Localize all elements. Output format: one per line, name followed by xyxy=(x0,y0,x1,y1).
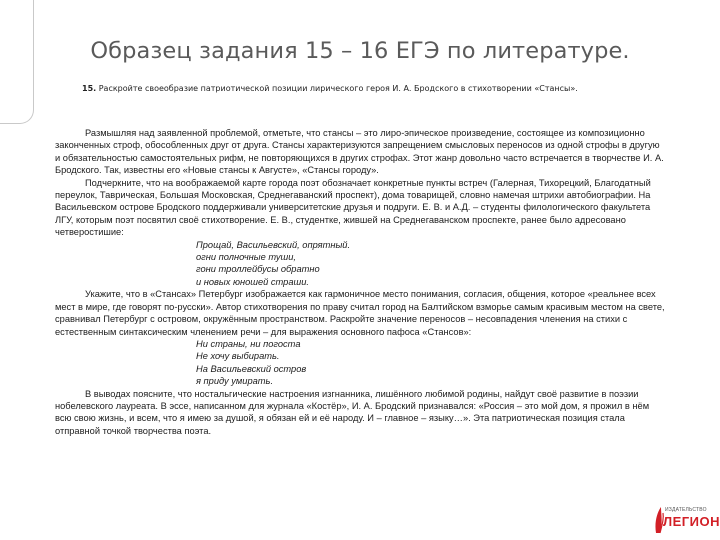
poem-line: Прощай, Васильевский, опрятный. xyxy=(196,239,351,250)
task-number: 15. xyxy=(82,84,97,93)
paragraph-4: В выводах поясните, что ностальгические настроения изгнанника, лишённого любимой родины, найдут своё развитие в поэзии нобелевского лауреата. В эссе, написанном для журнала «Костёр», И. А. Бродский признавался: «Россия – это мой дом, я прожил в нём всю свою жизнь, и всем, что я имею за душой, я обязан ей и её народу. И – главное – языку…». Эта патриотическая позиция стала отправной точкой творчества поэта. xyxy=(55,388,650,436)
task-text: Раскройте своеобразие патриотической позиции лирического героя И. А. Бродского в стихотворении «Стансы». xyxy=(98,84,578,93)
answer-body xyxy=(55,127,665,437)
poem-line: огни полночные туши, xyxy=(196,252,297,263)
paragraph-1: Размышляя над заявленной проблемой, отметьте, что стансы – это лиро-эпическое произведение, состоящее из композиционно законченных строф, обособленных друг от друга. Стансы характеризуются запрещением смысловых переносов из одной строфы в другую и обязательностью самостоятельных рифм, не повторяющихся в других строфах. Этот жанр довольно часто встречается в творчестве И. А. Бродского. Так, известны его «Новые стансы к Августе», «Стансы городу». xyxy=(55,128,664,176)
logo-brand-name: ЛЕГИОН xyxy=(663,514,720,529)
poem-line: гони троллейбусы обратно xyxy=(196,264,320,275)
paragraph-2: Подчеркните, что на воображаемой карте города поэт обозначает конкретные пункты встреч (Галерная, Тихорецкий, Благодатный переулок, Таврическая, Большая Московская, Среднегаванский проспект), дома товарищей, словно намечая штрихи автобиографии. На Васильевском острове Бродского поддерживали университетские друзья и подруги. Е. В. и А.Д. – студенты филологического факультета ЛГУ, которым поэт посвятил своё стихотворение. Е. В., студентке, жившей на Среднегаванском проспекте, ранее было адресовано четверостишие: xyxy=(55,177,651,238)
slide-title: Образец задания 15 – 16 ЕГЭ по литературе. xyxy=(90,38,630,64)
poem-line: Не хочу выбирать. xyxy=(196,351,280,362)
poem-quatrain-1 xyxy=(196,239,665,289)
logo-publisher-label: ИЗДАТЕЛЬСТВО xyxy=(665,507,707,513)
poem-line: и новых юношей страши. xyxy=(196,276,309,287)
paragraph-3: Укажите, что в «Стансах» Петербург изображается как гармоничное место понимания, согласия, общения, которое «реальнее всех мест в мире, где говорят по-русски». Автор стихотворения по праву считал город на Балтийском взморье самым красивым местом на свете, сравнивал Петербург с островом, окружённым пространством. Раскройте значение переносов – несовпадения членения на стихи с естественным синтаксическим членением речи – для выражения основного пафоса «Стансов»: xyxy=(55,289,665,337)
task-statement xyxy=(82,84,682,93)
poem-line: На Васильевский остров xyxy=(196,363,307,374)
poem-line: Ни страны, ни погоста xyxy=(196,338,301,349)
poem-line: я приду умирать. xyxy=(196,376,274,387)
poem-quatrain-2 xyxy=(196,338,665,388)
